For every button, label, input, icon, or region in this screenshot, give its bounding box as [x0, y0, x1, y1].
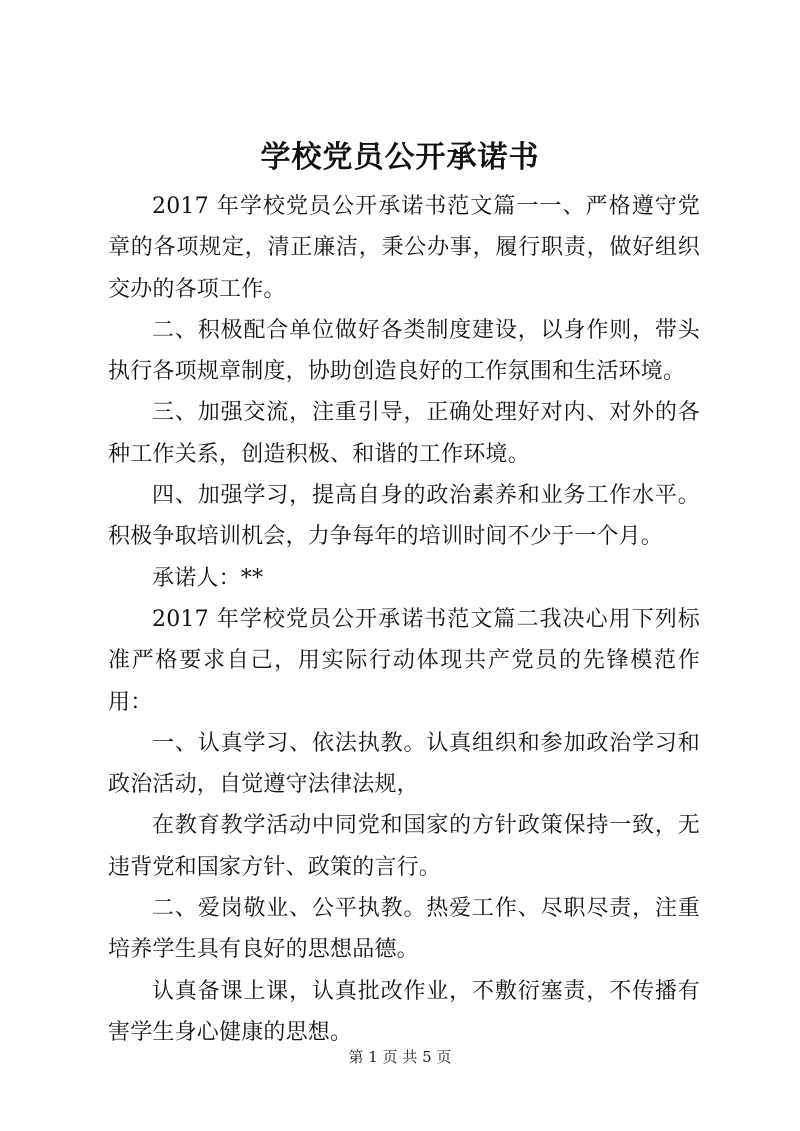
paragraph: 二、积极配合单位做好各类制度建设，以身作则，带头执行各项规章制度，协助创造良好的工作氛围和生活环境。 — [108, 317, 700, 385]
paragraph: 2017 年学校党员公开承诺书范文篇二我决心用下列标准严格要求自己，用实际行动体现共产党员的先锋模范作用： — [108, 606, 700, 715]
signatory-line: 承诺人：** — [152, 565, 264, 591]
document-body — [108, 186, 700, 1053]
document-title: 学校党员公开承诺书 — [260, 140, 540, 175]
paragraph: 在教育教学活动中同党和国家的方针政策保持一致，无违背党和国家方针、政策的言行。 — [108, 813, 700, 880]
paragraph: 二、爱岗敬业、公平执教。热爱工作、尽职尽责，注重培养学生具有良好的思想品德。 — [108, 896, 700, 963]
paragraph: 2017 年学校党员公开承诺书范文篇一一、严格遵守党章的各项规定，清正廉洁，秉公办事，履行职责，做好组织交办的各项工作。 — [108, 194, 700, 302]
paragraph: 一、认真学习、依法执教。认真组织和参加政治学习和政治活动，自觉遵守法律法规， — [108, 730, 700, 798]
paragraph: 四、加强学习，提高自身的政治素养和业务工作水平。积极争取培训机会，力争每年的培训时间不少于一个月。 — [108, 483, 700, 550]
paragraph: 三、加强交流，注重引导，正确处理好对内、对外的各种工作关系，创造积极、和谐的工作环境。 — [108, 400, 700, 467]
paragraph: 认真备课上课，认真批改作业，不敷衍塞责，不传播有害学生身心健康的思想。 — [108, 978, 700, 1045]
page-footer: 第 1 页 共 5 页 — [348, 1048, 452, 1066]
